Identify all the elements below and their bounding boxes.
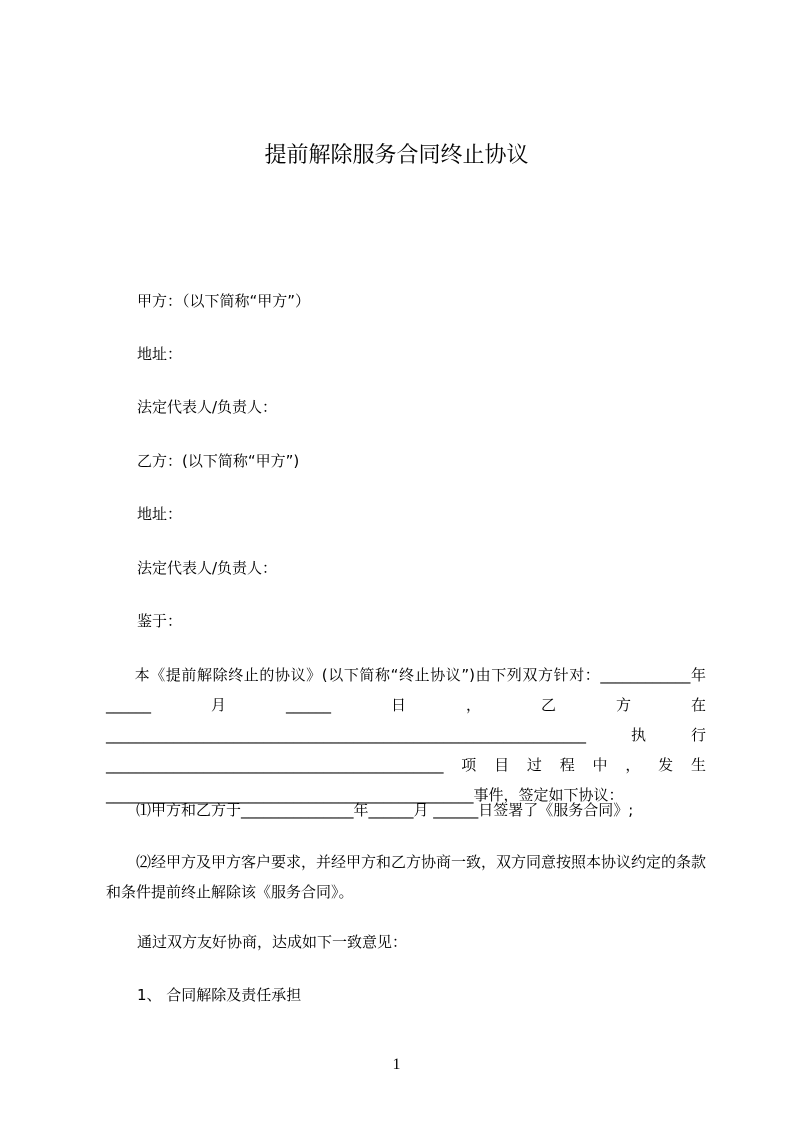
clause-item-1 [106,795,706,825]
consensus-line: 通过双方友好协商，达成如下一致意见： [137,933,408,951]
clause-item-2-text: ⑵经甲方及甲方客户要求，并经甲方和乙方协商一致，双方同意按照本协议约定的条款和条件提前终止解除该《服务合同》。 [106,853,707,901]
party-b-line: 乙方：(以下简称“甲方”) [137,452,300,470]
party-a-line: 甲方：（以下简称“甲方”） [137,292,311,310]
clause-item-1-text: ⑴甲方和乙方于_______________年______月 ______日签署了《服务合同》; [136,801,634,819]
section-1-heading: 1、 合同解除及责任承担 [137,986,302,1004]
clause-item-2 [106,847,706,907]
party-a-address: 地址： [137,345,183,363]
page-number: 1 [392,1056,401,1073]
intro-paragraph [106,660,706,810]
whereas-heading: 鉴于： [137,612,183,630]
intro-paragraph-text: 本《提前解除终止的协议》(以下简称“终止协议”)由下列双方针对：____________年______月______日，乙方在________________________________________________________________执行_____________________________________________项目过程中，发生_________________________________________________事件，签定如下协议： [106,666,706,804]
party-b-legal-rep: 法定代表人/负责人： [137,559,278,577]
page-title: 提前解除服务合同终止协议 [264,143,529,168]
party-b-address: 地址： [137,505,183,523]
party-a-legal-rep: 法定代表人/负责人： [137,398,278,416]
